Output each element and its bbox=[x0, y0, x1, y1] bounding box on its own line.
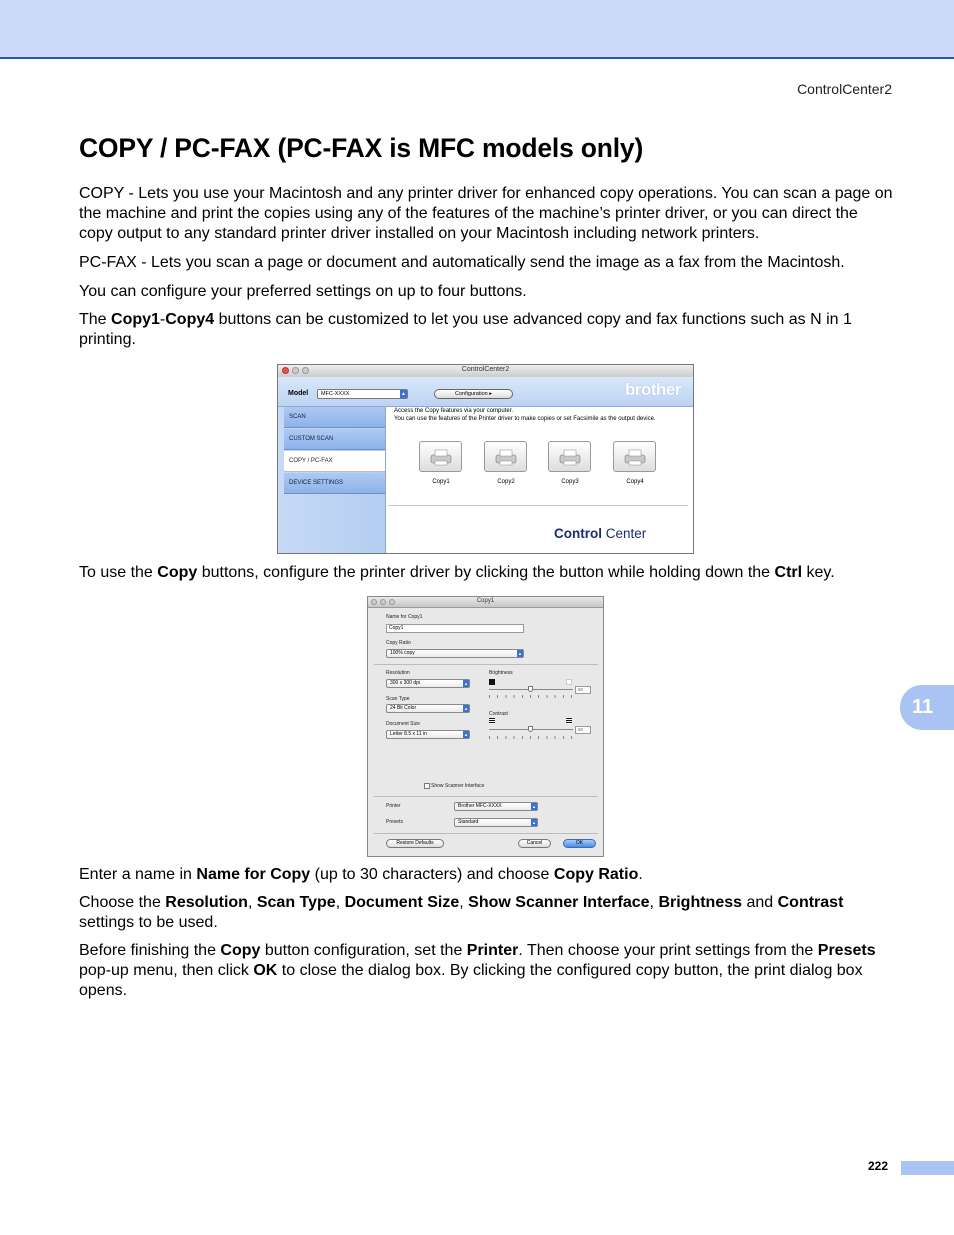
presets-value: Standard bbox=[458, 819, 479, 825]
copy1-button[interactable] bbox=[419, 441, 462, 472]
paragraph-copy: COPY - Lets you use your Macintosh and any printer driver for enhanced copy operations. You can scan a page on the machine and print the copies using any of the features of the machine’s printer driver, or you can direct the copy output to any standard printer driver installed on your Macintosh including network printers. bbox=[79, 185, 893, 242]
presets-select[interactable] bbox=[454, 818, 538, 827]
dialog-titlebar bbox=[368, 597, 603, 608]
divider bbox=[374, 833, 598, 834]
sidebar-item-scan[interactable]: SCAN bbox=[284, 407, 385, 428]
chevron-down-icon: ▲ bbox=[464, 732, 468, 737]
chevron-down-icon: ▲ bbox=[532, 820, 536, 825]
copy2-label: Copy2 bbox=[497, 479, 515, 485]
header-band bbox=[0, 0, 954, 59]
cancel-button[interactable]: Cancel bbox=[518, 839, 551, 848]
paragraph-configure: You can configure your preferred settings on up to four buttons. bbox=[79, 283, 527, 300]
name-for-copy-label: Name for Copy1 bbox=[386, 614, 423, 620]
copy4-button[interactable] bbox=[613, 441, 656, 472]
document-size-label: Document Size bbox=[386, 721, 420, 727]
chevron-down-icon: ▲ bbox=[464, 706, 468, 711]
show-scanner-interface-label: Show Scanner Interface bbox=[431, 783, 485, 789]
contrast-value[interactable]: 50 bbox=[575, 726, 591, 734]
copy-description: Access the Copy features via your computer. You can use the features of the Printer driver to make copies or set Facsimile as the output device. bbox=[394, 408, 656, 422]
show-scanner-interface-checkbox[interactable] bbox=[424, 783, 430, 789]
scan-type-select[interactable] bbox=[386, 704, 470, 713]
model-select[interactable] bbox=[317, 389, 408, 399]
paragraph-use-copy: To use the Copy buttons, configure the printer driver by clicking the button while holding down the Ctrl key. bbox=[79, 564, 835, 581]
paragraph-name-for-copy: Enter a name in Name for Copy (up to 30 characters) and choose Copy Ratio. bbox=[79, 866, 643, 883]
resolution-value: 300 x 300 dpi bbox=[390, 680, 421, 686]
document-size-value: Letter 8.5 x 11 in bbox=[390, 731, 427, 737]
printer-label: Printer bbox=[386, 803, 401, 809]
brightness-light-icon bbox=[566, 679, 572, 685]
printer-icon bbox=[429, 448, 453, 466]
controlcenter-logo: Control Center bbox=[554, 526, 647, 541]
paragraph-custom-buttons: The Copy1-Copy4 buttons can be customized to let you use advanced copy and fax functions such as N in 1 printing. bbox=[79, 311, 852, 348]
brightness-value[interactable]: 50 bbox=[575, 686, 591, 694]
chevron-down-icon: ▲ bbox=[401, 391, 406, 397]
copy-ratio-select[interactable] bbox=[386, 649, 524, 658]
printer-icon bbox=[494, 448, 518, 466]
ok-button[interactable]: OK bbox=[563, 839, 596, 848]
contrast-label: Contrast bbox=[489, 711, 508, 717]
copy3-button[interactable] bbox=[548, 441, 591, 472]
model-value: MFC-XXXX bbox=[321, 391, 350, 397]
brother-logo: brother bbox=[625, 380, 681, 399]
window-title: ControlCenter2 bbox=[461, 366, 510, 373]
page-number-bar bbox=[901, 1161, 954, 1175]
copy4-label: Copy4 bbox=[626, 479, 644, 485]
name-for-copy-input[interactable]: Copy1 bbox=[386, 624, 524, 633]
contrast-ticks bbox=[489, 736, 573, 739]
brightness-slider[interactable] bbox=[528, 686, 533, 692]
divider bbox=[374, 796, 598, 797]
configuration-button[interactable] bbox=[434, 389, 513, 399]
copy3-label: Copy3 bbox=[561, 479, 579, 485]
running-header: ControlCenter2 bbox=[797, 81, 892, 97]
dialog-title: Copy1 bbox=[476, 598, 495, 604]
configuration-label: Configuration bbox=[454, 391, 488, 397]
scan-type-label: Scan Type bbox=[386, 696, 410, 702]
chevron-down-icon: ▲ bbox=[464, 681, 468, 686]
page-number: 222 bbox=[868, 1159, 889, 1173]
brightness-label: Brightness bbox=[489, 670, 513, 676]
restore-defaults-button[interactable]: Restore Defaults bbox=[386, 839, 444, 848]
contrast-low-icon bbox=[489, 718, 495, 724]
toolbar bbox=[278, 377, 693, 407]
sidebar bbox=[278, 407, 386, 554]
brightness-dark-icon bbox=[489, 679, 495, 685]
copy1-dialog bbox=[367, 596, 604, 857]
divider bbox=[388, 505, 688, 506]
presets-label: Presets bbox=[386, 819, 403, 825]
printer-icon bbox=[558, 448, 582, 466]
contrast-slider[interactable] bbox=[528, 726, 533, 732]
resolution-label: Resolution bbox=[386, 670, 410, 676]
divider bbox=[374, 664, 598, 665]
sidebar-item-copy-pcfax[interactable]: COPY / PC-FAX bbox=[284, 451, 385, 472]
printer-icon bbox=[623, 448, 647, 466]
copy-ratio-value: 100% copy bbox=[390, 650, 415, 656]
chapter-tab: 11 bbox=[900, 685, 954, 730]
scan-type-value: 24 Bit Color bbox=[390, 705, 417, 711]
resolution-select[interactable] bbox=[386, 679, 470, 688]
printer-value: Brother MFC-XXXX bbox=[458, 803, 502, 809]
chevron-down-icon: ▲ bbox=[518, 651, 522, 656]
contrast-high-icon bbox=[566, 718, 572, 724]
brightness-ticks bbox=[489, 695, 573, 698]
copy2-button[interactable] bbox=[484, 441, 527, 472]
sidebar-item-custom-scan[interactable]: CUSTOM SCAN bbox=[284, 429, 385, 450]
arrow-right-icon: ▸ bbox=[489, 391, 492, 397]
printer-select[interactable] bbox=[454, 802, 538, 811]
paragraph-choose-settings: Choose the Resolution, Scan Type, Document Size, Show Scanner Interface, Brightness and Contrast settings to be used. bbox=[79, 894, 844, 931]
chevron-down-icon: ▲ bbox=[532, 804, 536, 809]
page-title: COPY / PC-FAX (PC-FAX is MFC models only) bbox=[79, 133, 644, 163]
sidebar-item-device-settings[interactable]: DEVICE SETTINGS bbox=[284, 473, 385, 494]
model-label: Model bbox=[288, 390, 309, 397]
controlcenter2-window bbox=[277, 364, 694, 554]
paragraph-finishing: Before finishing the Copy button configuration, set the Printer. Then choose your print settings from the Presets pop-up menu, then click OK to close the dialog box. By clicking the configured copy button, the print dialog box opens. bbox=[79, 942, 876, 999]
paragraph-pcfax: PC-FAX - Lets you scan a page or document and automatically send the image as a fax from the Macintosh. bbox=[79, 254, 845, 271]
document-size-select[interactable] bbox=[386, 730, 470, 739]
copy1-label: Copy1 bbox=[432, 479, 450, 485]
copy-ratio-label: Copy Ratio bbox=[386, 640, 411, 646]
